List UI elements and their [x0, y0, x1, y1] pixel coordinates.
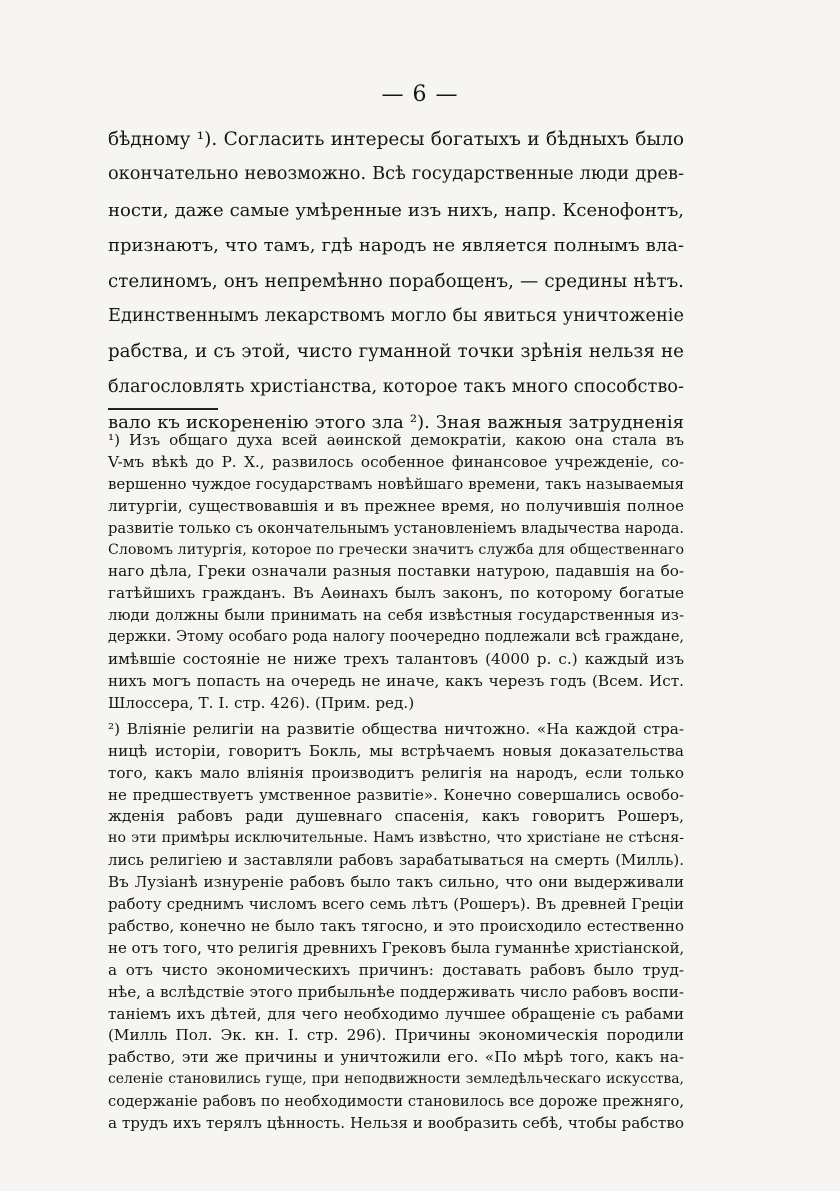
footnote-line: имѣвшіе состояніе не ниже трехъ талантовъ (4000 р. с.) каждый изъ — [108, 650, 684, 669]
footnote-line: Шлоссера, Т. I. стр. 426). (Прим. ред.) — [108, 693, 415, 712]
footnote-line: содержаніе рабовъ по необходимости становилось все дороже прежняго, — [108, 1093, 684, 1111]
footnote-line: рабство, эти же причины и уничтожили его. «По мѣрѣ того, какъ на- — [108, 1048, 684, 1067]
footnote-line: но эти примѣры исключительные. Намъ извѣстно, что христіане не стѣсня- — [108, 830, 684, 847]
footnotes — [108, 430, 684, 1139]
footnote-line: не отъ того, что религія древнихъ Грековъ была гуманнѣе христіанской, — [108, 938, 685, 957]
footnote-line: нихъ могъ попасть на очередь не иначе, какъ черезъ годъ (Всем. Ист. — [108, 671, 684, 690]
footnote-line: ницѣ исторіи, говоритъ Бокль, мы встрѣчаемъ новыя доказательства — [108, 741, 684, 760]
page-number: — 6 — — [381, 82, 459, 107]
footnote-divider — [108, 408, 218, 410]
text-line: Единственнымъ лекарствомъ могло бы явиться уничтоженіе — [108, 306, 684, 327]
text-line: окончательно невозможно. Всѣ государственные люди древ- — [108, 164, 684, 185]
footnote-line: люди должны были принимать на себя извѣстныя государственныя из- — [108, 606, 684, 625]
footnote-line: не предшествуетъ умственное развитіе». Конечно совершались освобо- — [108, 785, 684, 804]
text-line: благословлять христіанства, которое такъ много способство- — [108, 376, 684, 397]
main-text — [108, 122, 684, 441]
footnote-line: наго дѣла, Греки означали разныя поставки натурою, падавшія на бо- — [108, 562, 684, 581]
footnote-line: Въ Лузіанѣ изнуреніе рабовъ было такъ сильно, что они выдерживали — [108, 873, 684, 892]
footnote-line: литургіи, существовавшія и въ прежнее время, но получившія полное — [108, 496, 684, 515]
footnote-line: рабство, конечно не было такъ тягосно, и это происходило естественно — [108, 916, 684, 935]
footnote-line: лись религіею и заставляли рабовъ зарабатываться на смерть (Милль). — [108, 851, 684, 870]
footnote-line: таніемъ ихъ дѣтей, для чего необходимо лучшее обращеніе съ рабами — [108, 1004, 684, 1023]
footnote-line: того, какъ мало вліянія производитъ религія на народъ, если только — [108, 763, 684, 782]
footnote-line: селеніе становились гуще, при неподвижности земледѣльческаго искусства, — [108, 1071, 684, 1088]
text-line: рабства, и съ этой, чисто гуманной точки зрѣнія нельзя не — [108, 341, 684, 363]
footnote-line: жденія рабовъ ради душевнаго спасенія, какъ говоритъ Рошеръ, — [108, 807, 684, 826]
footnote-line: V-мъ вѣкѣ до Р. Х., развилось особенное финансовое учрежденіе, со- — [108, 452, 684, 471]
footnote-line: а трудъ ихъ терялъ цѣнность. Нельзя и вообразить себѣ, чтобы рабство — [108, 1114, 685, 1133]
footnote-line: вершенно чуждое государствамъ новѣйшаго времени, такъ называемыя — [108, 474, 684, 493]
footnote-line: ²) Вліяніе религіи на развитіе общества ничтожно. «На каждой стра- — [108, 719, 684, 738]
footnote-line: нѣе, а вслѣдствіе этого прибыльнѣе поддерживать число рабовъ воспи- — [108, 982, 684, 1001]
footnote-line: а отъ чисто экономическихъ причинъ: доставать рабовъ было труд- — [108, 960, 684, 979]
footnote-line: держки. Этому особаго рода налогу поочередно подлежали всѣ граждане, — [108, 629, 684, 646]
text-line: признаютъ, что тамъ, гдѣ народъ не является полнымъ вла- — [108, 235, 684, 257]
text-line: бѣдному ¹). Согласить интересы богатыхъ и бѣдныхъ было — [108, 129, 684, 150]
text-line: вало къ искорененію этого зла ²). Зная важныя затрудненія — [108, 412, 684, 434]
footnote-line: гатѣйшихъ гражданъ. Въ Аѳинахъ былъ законъ, по которому богатые — [108, 584, 684, 603]
footnote-line: Словомъ литургія, которое по гречески значитъ служба для общественнаго — [108, 541, 684, 558]
text-line: ности, даже самые умѣренные изъ нихъ, напр. Ксенофонтъ, — [108, 199, 684, 221]
footnote-line: (Милль Пол. Эк. кн. I. стр. 296). Причины экономическія породили — [108, 1026, 684, 1045]
footnote-line: развитіе только съ окончательнымъ установленіемъ владычества народа. — [108, 519, 684, 537]
footnote-line: ¹) Изъ общаго духа всей аѳинской демократіи, какою она стала въ — [108, 431, 684, 449]
footnote-1 — [108, 430, 684, 715]
footnote-2 — [108, 719, 684, 1135]
footnote-line: работу среднимъ числомъ всего семь лѣтъ (Рошеръ). Въ древней Греціи — [108, 895, 684, 914]
text-line: стелиномъ, онъ непремѣнно порабощенъ, — средины нѣтъ. — [108, 270, 684, 292]
